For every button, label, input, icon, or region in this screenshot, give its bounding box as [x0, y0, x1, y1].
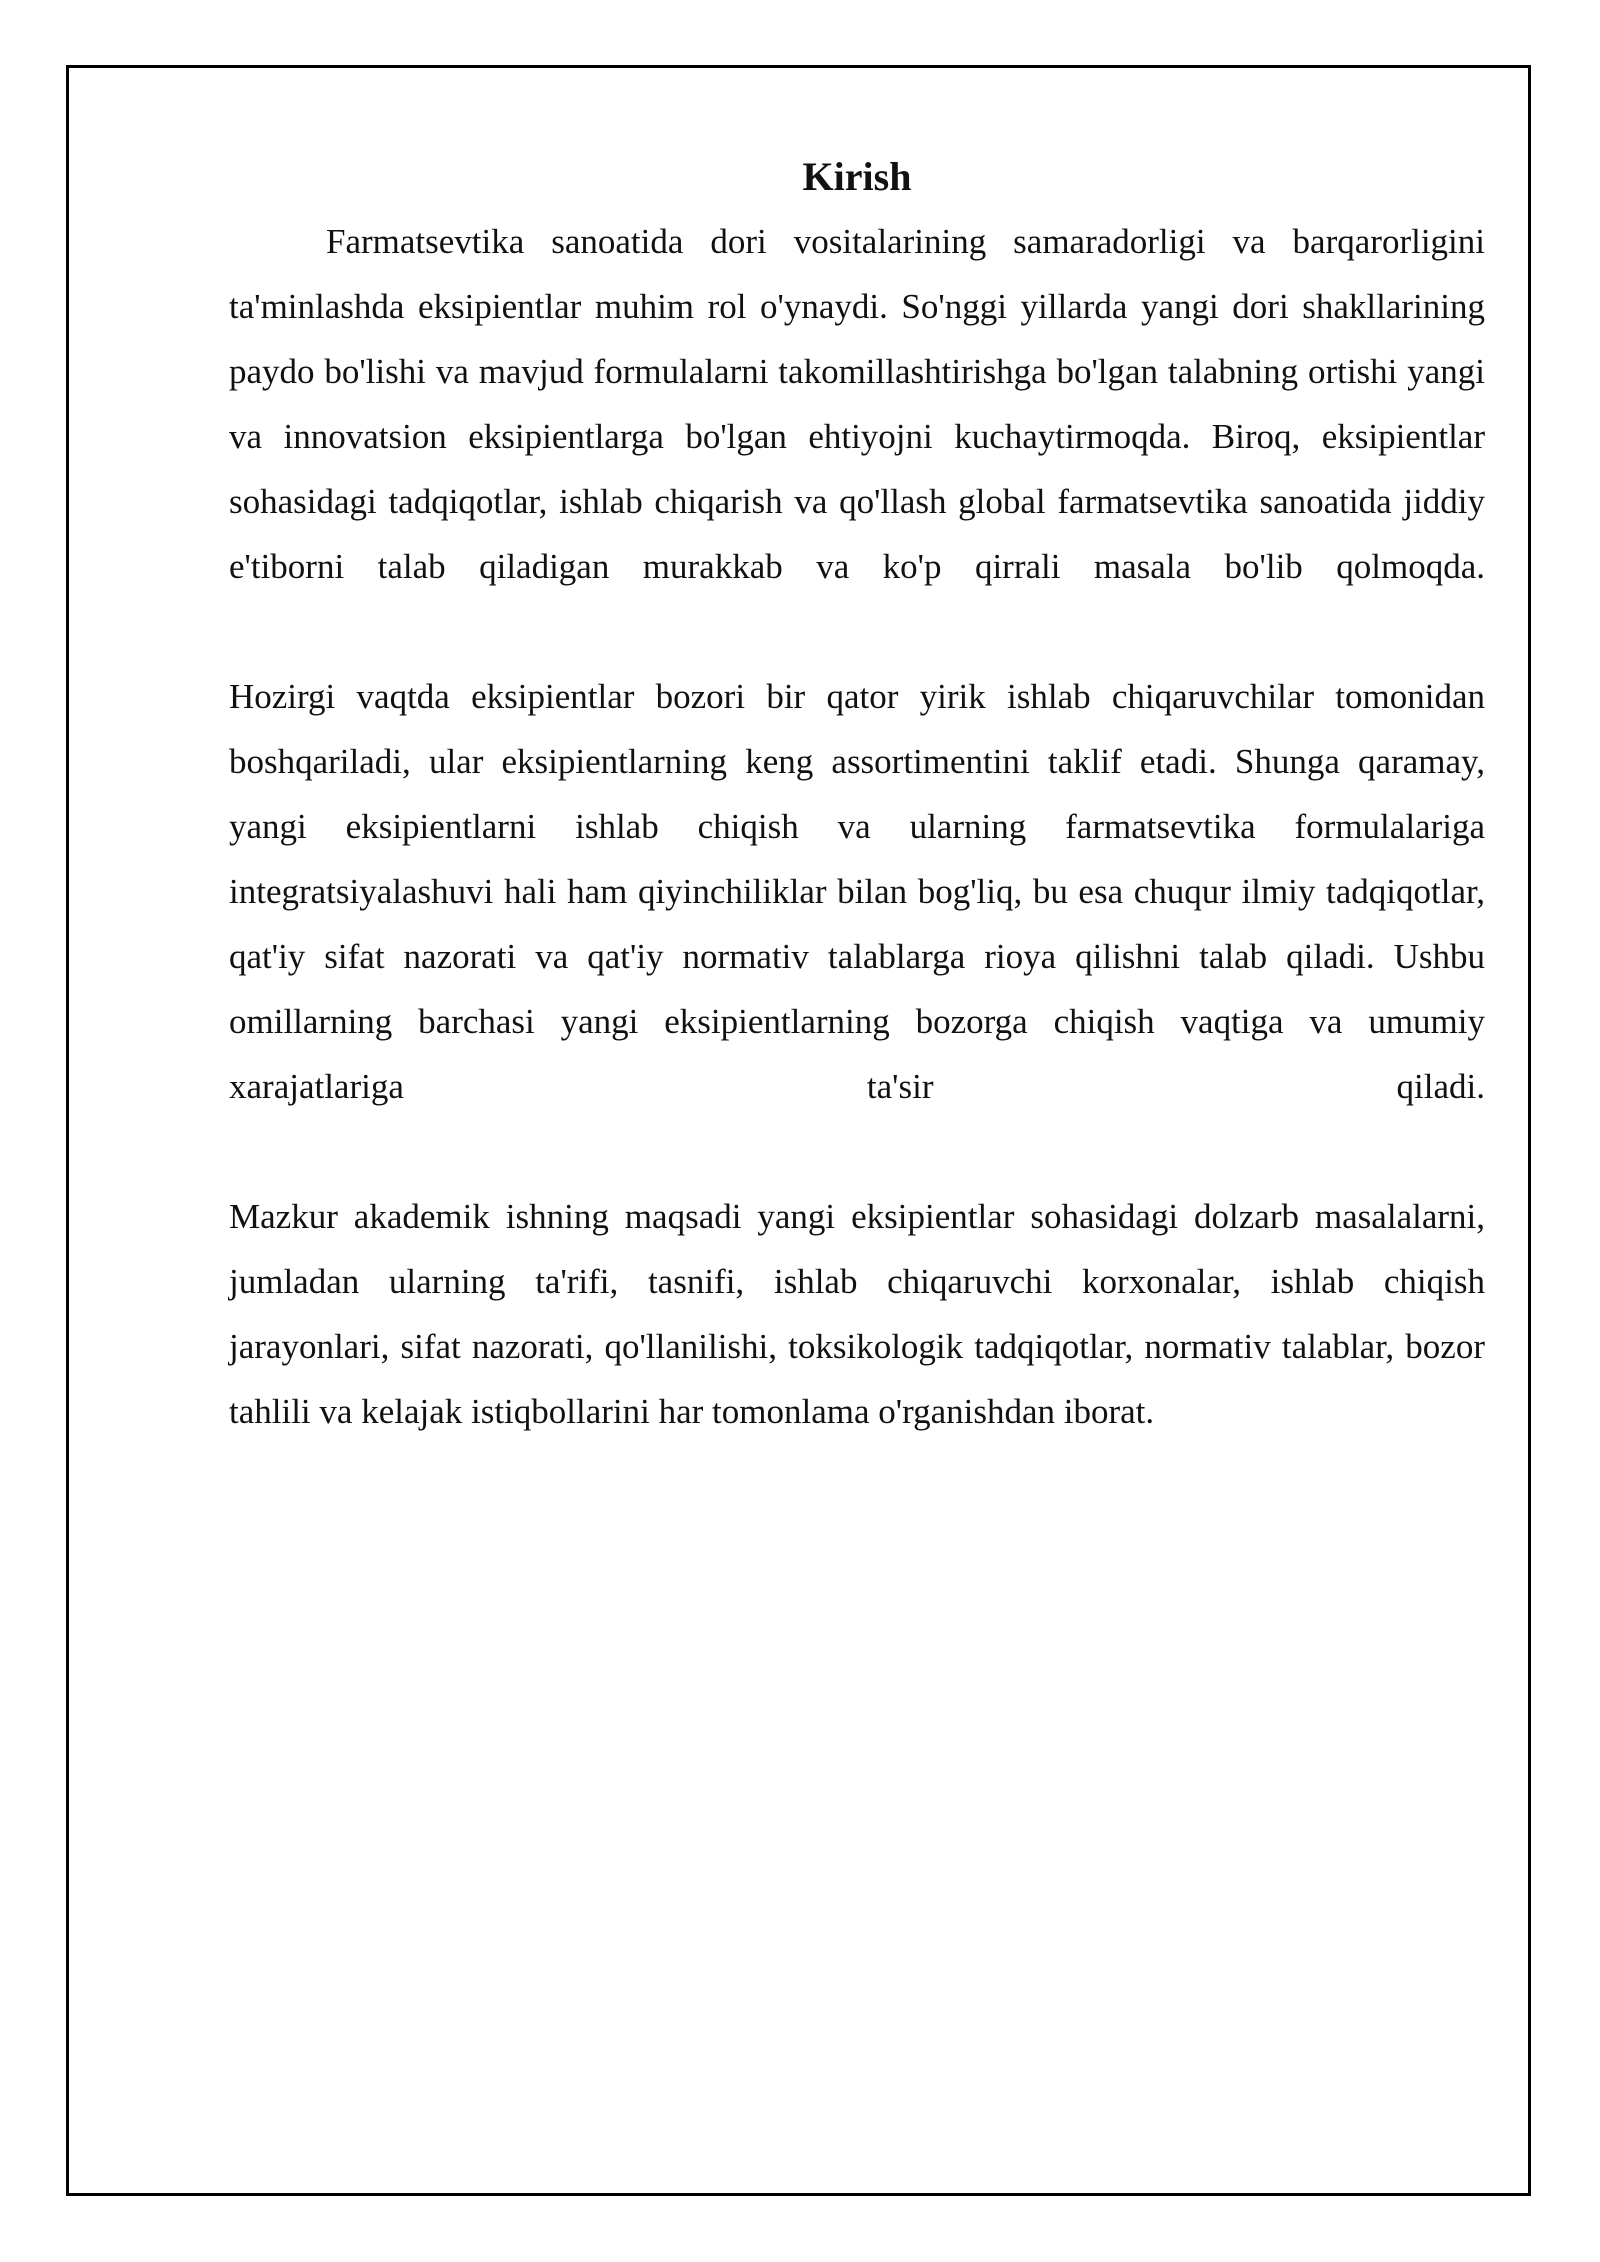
paragraph-spacer: [229, 599, 1485, 664]
document-body: [229, 145, 1485, 1444]
paragraph-market: Hozirgi vaqtda eksipientlar bozori bir qator yirik ishlab chiqaruvchilar tomonidan boshqariladi, ular eksipientlarning keng assortimentini taklif etadi. Shunga qaramay, yangi eksipientlarni ishlab chiqish va ularning farmatsevtika formulalariga integratsiyalashuvi hali ham qiyinchiliklar bilan bog'liq, bu esa chuqur ilmiy tadqiqotlar, qat'iy sifat nazorati va qat'iy normativ talablarga rioya qilishni talab qiladi. Ushbu omillarning barchasi yangi eksipientlarning bozorga chiqish vaqtiga va umumiy xarajatlariga ta'sir qiladi.: [229, 677, 1485, 1106]
paragraph-aim: Mazkur akademik ishning maqsadi yangi eksipientlar sohasidagi dolzarb masalalarni, jumladan ularning ta'rifi, tasnifi, ishlab chiqaruvchi korxonalar, ishlab chiqish jarayonlari, sifat nazorati, qo'llanilishi, toksikologik tadqiqotlar, normativ talablar, bozor tahlili va kelajak istiqbollarini har tomonlama o'rganishdan iborat.: [229, 1197, 1485, 1431]
document-title: Kirish: [802, 154, 912, 199]
paragraph-intro: Farmatsevtika sanoatida dori vositalarining samaradorligi va barqarorligini ta'minlashda eksipientlar muhim rol o'ynaydi. So'nggi yillarda yangi dori shakllarining paydo bo'lishi va mavjud formulalarni takomillashtirishga bo'lgan talabning ortishi yangi va innovatsion eksipientlarga bo'lgan ehtiyojni kuchaytirmoqda. Biroq, eksipientlar sohasidagi tadqiqotlar, ishlab chiqarish va qo'llash global farmatsevtika sanoatida jiddiy e'tiborni talab qiladigan murakkab va ko'p qirrali masala bo'lib qolmoqda.: [229, 222, 1485, 586]
paragraph-spacer: [229, 1119, 1485, 1184]
